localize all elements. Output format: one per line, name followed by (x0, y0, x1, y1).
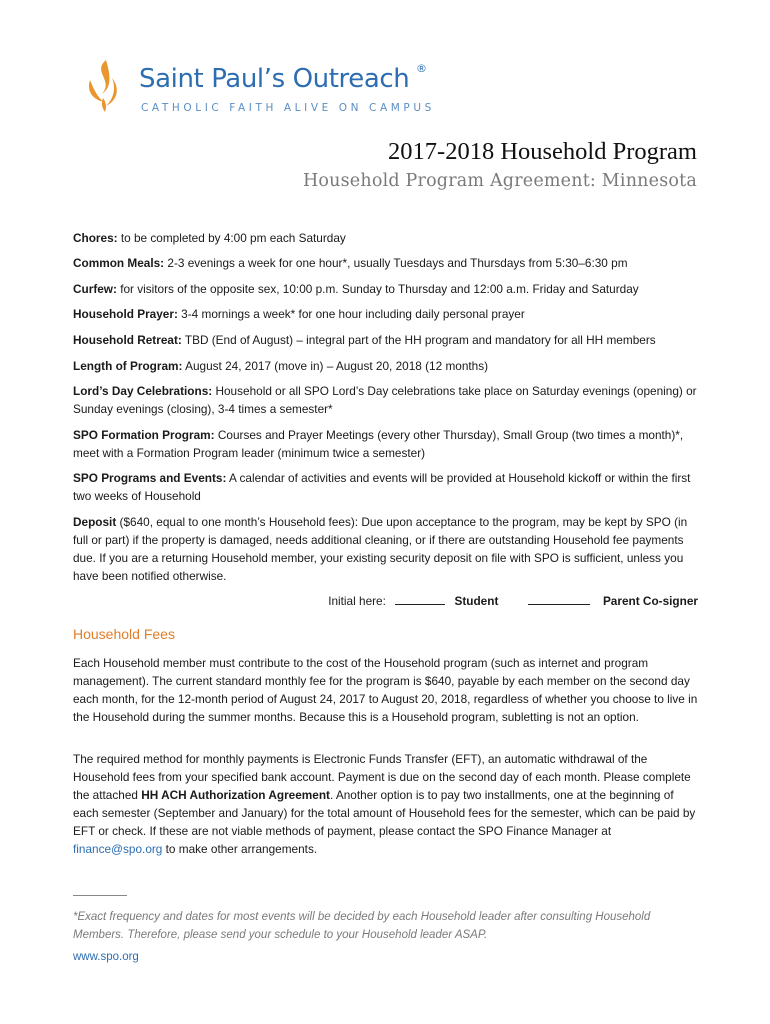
flame-icon (84, 58, 124, 112)
term-text: Household or all SPO Lord’s Day celebrations take place on Saturday evenings (opening) or Sunday evenings (closing), 3-4 times a semester* (73, 384, 697, 416)
student-label: Student (454, 594, 499, 608)
term-common-meals (73, 254, 699, 272)
ach-agreement-name: HH ACH Authorization Agreement (141, 788, 330, 802)
cosigner-label: Parent Co-signer (602, 594, 698, 608)
fees-paragraph-2 (73, 750, 699, 858)
document-subtitle: Household Program Agreement: Minnesota (302, 171, 697, 191)
cosigner-initial-field[interactable] (528, 592, 590, 605)
website-link[interactable]: www.spo.org (73, 951, 139, 963)
org-tagline: CATHOLIC FAITH ALIVE ON CAMPUS (141, 102, 435, 114)
term-label: Common Meals: (73, 256, 165, 270)
term-text: ($640, equal to one month’s Household fees): Due upon acceptance to the program, may be kept by SPO (in full or part) if the property is damaged, needs additional cleaning, or if there are outstanding Household fee payments due. If you are a returning Household member, your existing security deposit on file with SPO is sufficient, unless you have been notified otherwise. (73, 515, 688, 583)
term-text: 2-3 evenings a week for one hour*, usually Tuesdays and Thursdays from 5:30–6:30 pm (164, 256, 628, 270)
term-label: Lord’s Day Celebrations: (73, 384, 213, 398)
initials-line (328, 592, 698, 608)
term-text: TBD (End of August) – integral part of the HH program and mandatory for all HH members (181, 333, 656, 347)
term-chores (73, 229, 699, 247)
registered-mark: ® (416, 62, 427, 75)
term-text: to be completed by 4:00 pm each Saturday (117, 231, 346, 245)
term-text: Courses and Prayer Meetings (every other Thursday), Small Group (two times a month)*, meet with a Formation Program leader (minimum twice a semester) (73, 428, 684, 460)
term-programs-events (73, 469, 699, 505)
term-lords-day (73, 382, 699, 418)
term-length-of-program (73, 357, 699, 375)
term-curfew (73, 280, 699, 298)
term-deposit (73, 513, 699, 585)
initials-prompt: Initial here: (328, 594, 386, 608)
term-label: Household Retreat: (73, 333, 182, 347)
fees-paragraph-1: Each Household member must contribute to the cost of the Household program (such as internet and program management). The current standard monthly fee for the program is $640, payable by each member on the second day each month, for the 12-month period of August 24, 2017 to August 20, 2018, regardless of whether you choose to live in the Household during the summer months. Because this is a Household program, subletting is not an option. (73, 656, 698, 724)
fees-text: to make other arrangements. (162, 842, 318, 856)
term-text: for visitors of the opposite sex, 10:00 p.m. Sunday to Thursday and 12:00 a.m. Friday and Saturday (116, 282, 639, 296)
term-label: Curfew: (73, 282, 117, 296)
term-label: Deposit (73, 515, 117, 529)
term-label: SPO Formation Program: (73, 428, 215, 442)
org-name: Saint Paul’s Outreach (139, 64, 410, 94)
term-label: Household Prayer: (73, 307, 178, 321)
spo-logo (84, 58, 444, 118)
term-text: August 24, 2017 (move in) – August 20, 2018 (12 months) (182, 359, 489, 373)
term-label: Length of Program: (73, 359, 183, 373)
student-initial-field[interactable] (395, 592, 445, 605)
term-label: SPO Programs and Events: (73, 471, 227, 485)
term-household-retreat (73, 331, 699, 349)
term-label: Chores: (73, 231, 118, 245)
term-text: A calendar of activities and events will be provided at Household kickoff or within the first two weeks of Household (73, 471, 691, 503)
term-household-prayer (73, 305, 699, 323)
fees-text: . Another option is to pay two installments, one at the beginning of each semester (September and January) for the total amount of Household fees for the semester, which can be paid by EFT or check. If these are not viable methods of payment, please contact the SPO Finance Manager at (73, 788, 696, 838)
term-text: 3-4 mornings a week* for one hour including daily personal prayer (177, 307, 525, 321)
document-title: 2017-2018 Household Program (388, 138, 697, 165)
finance-email-link[interactable]: finance@spo.org (73, 842, 163, 856)
section-heading-fees: Household Fees (73, 626, 175, 642)
fees-text: The required method for monthly payments is Electronic Funds Transfer (EFT), an automatic withdrawal of the Household fees from your specified bank account. Payment is due on the second day of each month. Please complete the attached (73, 752, 691, 802)
footnote: *Exact frequency and dates for most events will be decided by each Household leader after consulting Household Members. Therefore, please send your schedule to your Household leader ASAP. (73, 911, 651, 941)
term-formation-program (73, 426, 699, 462)
footnote-divider (73, 895, 127, 896)
